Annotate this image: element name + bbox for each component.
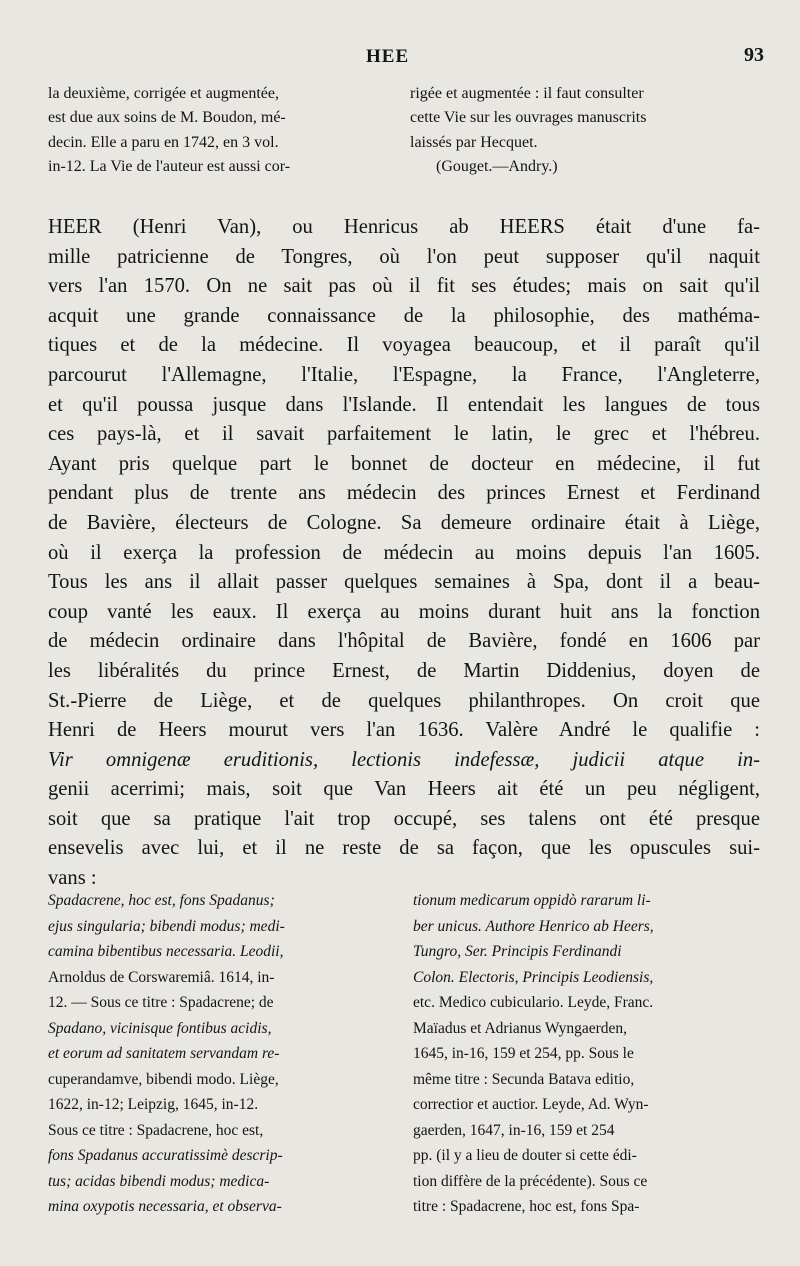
bibliography-line: ejus singularia; bibendi modus; medi- <box>48 917 285 935</box>
top-right-column <box>410 82 762 180</box>
bibliography-line: etc. Medico cubiculario. Leyde, Franc. <box>413 994 654 1011</box>
article-line: coup vanté les eaux. Il exerça au moins durant huit ans la fonction <box>48 600 760 623</box>
article-line: vers l'an 1570. On ne sait pas où il fit ses études; mais on sait qu'il <box>48 275 760 298</box>
bibliography-line: titre : Spadacrene, hoc est, fons Spa- <box>413 1198 640 1215</box>
text-line: laissés par Hecquet. <box>410 133 538 151</box>
page-number: 93 <box>744 44 764 66</box>
text-line: cette Vie sur les ouvrages manuscrits <box>410 109 647 127</box>
article-line: Tous les ans il allait passer quelques semaines à Spa, dont il a beau- <box>48 571 760 594</box>
article-line: vans : <box>48 867 97 890</box>
bibliography-line: et eorum ad sanitatem servandam re- <box>48 1045 280 1062</box>
bibliography-line: Colon. Electoris, Principis Leodiensis, <box>413 968 654 986</box>
article-heer <box>48 213 760 894</box>
bibliography-line: pp. (il y a lieu de douter si cette édi- <box>413 1147 637 1164</box>
text-line: la deuxième, corrigée et augmentée, <box>48 85 279 102</box>
article-line: genii acerrimi; mais, soit que Van Heers ait été un peu négligent, <box>48 778 760 801</box>
running-title: HEE <box>366 46 410 67</box>
bibliography-line: tion diffère de la précédente). Sous ce <box>413 1172 648 1190</box>
bibliography-line: Sous ce titre : Spadacrene, hoc est, <box>48 1121 264 1139</box>
text-line: decin. Elle a paru en 1742, en 3 vol. <box>48 133 279 151</box>
bibliography-line: correctior et auctior. Leyde, Ad. Wyn- <box>413 1096 649 1113</box>
article-line: parcourut l'Allemagne, l'Italie, l'Espagne, la France, l'Angleterre, <box>48 363 760 386</box>
bibliography-line: tionum medicarum oppidò rararum li- <box>413 892 651 909</box>
article-line: soit que sa pratique l'ait trop occupé, ses talens ont été presque <box>48 807 760 830</box>
bibliography-line: fons Spadanus accuratissimè descrip- <box>48 1147 283 1164</box>
bibliography-line: 12. — Sous ce titre : Spadacrene; de <box>48 994 274 1011</box>
article-line: HEER (Henri Van), ou Henricus ab HEERS était d'une fa- <box>48 216 760 238</box>
article-line: ces pays-là, et il savait parfaitement le latin, le grec et l'hébreu. <box>48 423 760 446</box>
top-left-column <box>48 82 392 180</box>
bibliography-line: gaerden, 1647, in-16, 159 et 254 <box>413 1121 615 1139</box>
article-line: ensevelis avec lui, et il ne reste de sa façon, que les opuscules sui- <box>48 837 760 860</box>
article-line: Henri de Heers mourut vers l'an 1636. Valère André le qualifie : <box>48 719 760 742</box>
article-line: pendant plus de trente ans médecin des princes Ernest et Ferdinand <box>48 482 760 505</box>
article-line: de Bavière, électeurs de Cologne. Sa demeure ordinaire était à Liège, <box>48 511 760 534</box>
bibliography-line: ber unicus. Authore Henrico ab Heers, <box>413 917 654 935</box>
bibliography-line: Arnoldus de Corswaremiâ. 1614, in- <box>48 968 275 986</box>
bibliography-line: Spadano, vicinisque fontibus acidis, <box>48 1019 272 1037</box>
bibliography-line: tus; acidas bibendi modus; medica- <box>48 1172 270 1190</box>
text-line: rigée et augmentée : il faut consulter <box>410 85 644 102</box>
bibliography-line: Tungro, Ser. Principis Ferdinandi <box>413 943 622 960</box>
article-line: et qu'il poussa jusque dans l'Islande. Il entendait les langues de tous <box>48 393 760 416</box>
article-line: acquit une grande connaissance de la philosophie, des mathéma- <box>48 304 760 327</box>
bottom-left-column <box>48 888 393 1220</box>
text-line: est due aux soins de M. Boudon, mé- <box>48 109 286 127</box>
article-line: Vir omnigenæ eruditionis, lectionis indefessæ, judicii atque in- <box>48 748 760 771</box>
bibliography-line: Maïadus et Adrianus Wyngaerden, <box>413 1019 628 1037</box>
article-line: où il exerça la profession de médecin au moins depuis l'an 1605. <box>48 541 760 564</box>
bibliography-line: 1645, in-16, 159 et 254, pp. Sous le <box>413 1045 634 1062</box>
article-line: tiques et de la médecine. Il voyagea beaucoup, et il paraît qu'il <box>48 334 760 357</box>
article-line: St.-Pierre de Liège, et de quelques philanthropes. On croit que <box>48 689 760 712</box>
bibliography-line: cuperandamve, bibendi modo. Liège, <box>48 1070 279 1088</box>
article-line: de médecin ordinaire dans l'hôpital de Bavière, fondé en 1606 par <box>48 630 760 653</box>
reference-line: (Gouget.—Andry.) <box>436 158 558 176</box>
bibliography-line: mina oxypotis necessaria, et observa- <box>48 1198 282 1215</box>
bibliography-line: 1622, in-12; Leipzig, 1645, in-12. <box>48 1096 259 1113</box>
page-header <box>0 38 800 78</box>
bibliography-line: camina bibentibus necessaria. Leodii, <box>48 943 284 960</box>
article-line: Ayant pris quelque part le bonnet de docteur en médecine, il fut <box>48 452 760 475</box>
article-line: les libéralités du prince Ernest, de Martin Diddenius, doyen de <box>48 659 760 682</box>
bibliography-line: Spadacrene, hoc est, fons Spadanus; <box>48 892 275 909</box>
text-line: in-12. La Vie de l'auteur est aussi cor- <box>48 158 291 176</box>
bottom-right-column <box>413 888 763 1220</box>
article-line: mille patricienne de Tongres, où l'on peut supposer qu'il naquit <box>48 245 760 268</box>
bibliography-line: même titre : Secunda Batava editio, <box>413 1070 635 1088</box>
